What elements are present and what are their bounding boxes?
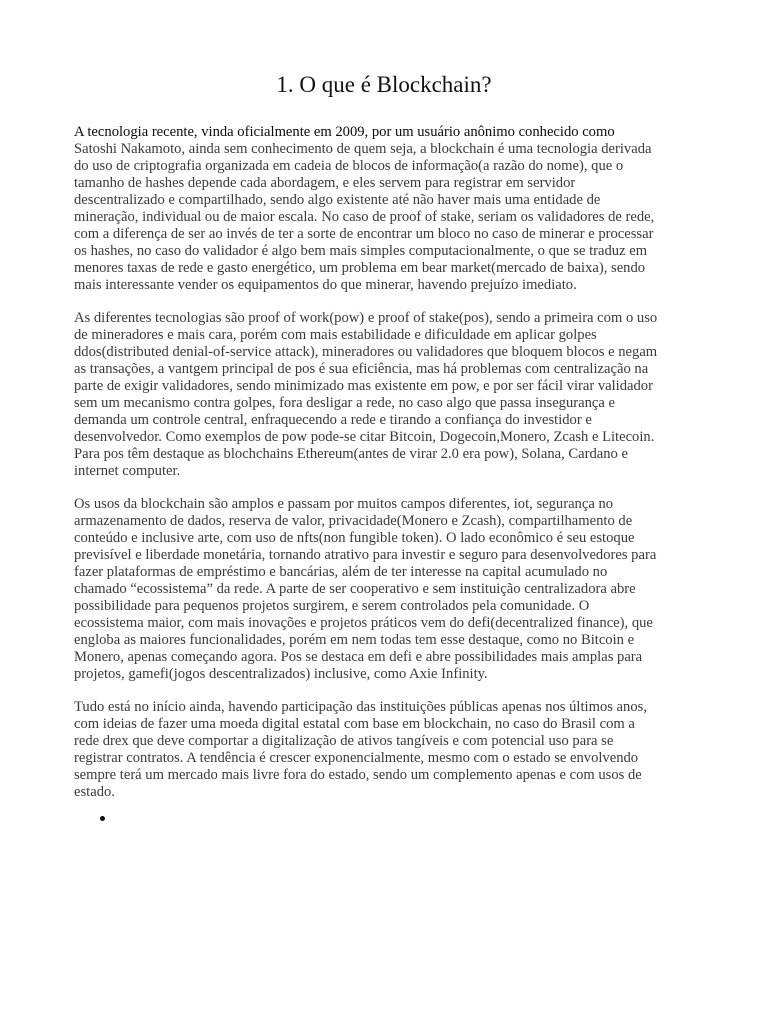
text-line: conteúdo e inclusive arte, com uso de nfts(non fungible token). O lado econômico é seu estoque: [74, 530, 635, 546]
list-item: [74, 809, 700, 827]
text-line: Satoshi Nakamoto, ainda sem conhecimento de quem seja, a blockchain é uma tecnologia derivada: [74, 141, 652, 157]
text-line: menores taxas de rede e gasto energético, um problema em bear market(mercado de baixa), sendo: [74, 260, 646, 276]
text-line: As diferentes tecnologias são proof of work(pow) e proof of stake(pos), sendo a primeira com o uso: [74, 310, 658, 326]
text-line: com ideias de fazer uma moeda digital estatal com base em blockchain, no caso do Brasil com a: [74, 716, 635, 732]
text-line: engloba as maiores funcionalidades, porém em nem todas tem esse destaque, como no Bitcoin e: [74, 632, 635, 648]
paragraph-4: [74, 699, 700, 801]
text-line: tamanho de hashes depende cada abordagem, e eles servem para registrar em servidor: [74, 175, 576, 191]
text-line: Tudo está no início ainda, havendo participação das instituições públicas apenas nos últimos anos,: [74, 699, 647, 715]
text-line: internet computer.: [74, 463, 181, 479]
text-line: registrar contratos. A tendência é crescer exponencialmente, mesmo com o estado se envolvendo: [74, 750, 639, 766]
bullet-icon: [100, 816, 105, 821]
text-line: com a diferença de ser ao invés de ter a sorte de encontrar um bloco no caso de minerar e processar: [74, 226, 654, 242]
text-line: do uso de criptografia organizada em cadeia de blocos de informação(a razão do nome), que o: [74, 158, 624, 174]
text-line: ecossistema maior, com mais inovações e projetos práticos vem do defi(decentralized finance), que: [74, 615, 653, 631]
text-line: as transações, a vantgem principal de pos é sua eficiência, mas há problemas com centralização na: [74, 361, 649, 377]
text-line: ddos(distributed denial-of-service attack), mineradores ou validadores que bloquem blocos e negam: [74, 344, 658, 360]
paragraph-2: [74, 310, 700, 480]
text-line: mineração, individual ou de maior escala. No caso de proof of stake, seriam os validadores de rede,: [74, 209, 655, 225]
document-body: [74, 124, 700, 827]
text-line: de mineradores e mais cara, porém com mais estabilidade e dificuldade em aplicar golpes: [74, 327, 597, 343]
text-line: estado.: [74, 784, 115, 800]
text-line: rede drex que deve comportar a digitalização de ativos tangíveis e com potencial uso para se: [74, 733, 614, 749]
text-line: Monero, apenas começando agora. Pos se destaca em defi e abre possibilidades mais amplas para: [74, 649, 643, 665]
text-line: descentralizado e compartilhado, sendo algo existente até não haver mais uma entidade de: [74, 192, 601, 208]
text-line: os hashes, no caso do validador é algo bem mais simples computacionalmente, o que se traduz em: [74, 243, 648, 259]
paragraph-1: [74, 124, 700, 294]
text-line: sempre terá um mercado mais livre fora do estado, sendo um complemento apenas e com usos de: [74, 767, 642, 783]
text-line: Os usos da blockchain são amplos e passam por muitos campos diferentes, iot, segurança no: [74, 496, 614, 512]
text-line: armazenamento de dados, reserva de valor, privacidade(Monero e Zcash), compartilhamento de: [74, 513, 633, 529]
text-line: desenvolvedor. Como exemplos de pow pode-se citar Bitcoin, Dogecoin,Monero, Zcash e Litecoin.: [74, 429, 655, 445]
text-line: projetos, gamefi(jogos descentralizados) inclusive, como Axie Infinity.: [74, 666, 488, 682]
text-line: previsível e liberdade monetária, tornando atrativo para investir e seguro para desenvolvedores para: [74, 547, 657, 563]
text-line: mais interessante vender os equipamentos do que minerar, havendo prejuízo imediato.: [74, 277, 577, 293]
text-line: possibilidade para pequenos projetos surgirem, e serem controlados pela comunidade. O: [74, 598, 590, 614]
text-line: chamado “ecossistema” da rede. A parte de ser cooperativo e sem instituição centralizadora abre: [74, 581, 636, 597]
text-line: fazer plataformas de empréstimo e bancárias, além de ter interesse na capital acumulado no: [74, 564, 608, 580]
bullet-list: [74, 809, 700, 827]
text-line: demanda um controle central, enfraquecendo a rede e tirando a confiança do investidor e: [74, 412, 592, 428]
text-line: Para pos têm destaque as blochchains Ethereum(antes de virar 2.0 era pow), Solana, Cardano e: [74, 446, 628, 462]
paragraph-3: [74, 496, 700, 683]
text-line: A tecnologia recente, vinda oficialmente em 2009, por um usuário anônimo conhecido como: [74, 124, 615, 140]
document-title: 1. O que é Blockchain?: [276, 72, 492, 97]
text-line: sem um mecanismo contra golpes, fora desligar a rede, no caso algo que passa insegurança e: [74, 395, 615, 411]
text-line: parte de exigir validadores, sendo minimizado mas existente em pow, e por ser fácil virar validador: [74, 378, 653, 394]
